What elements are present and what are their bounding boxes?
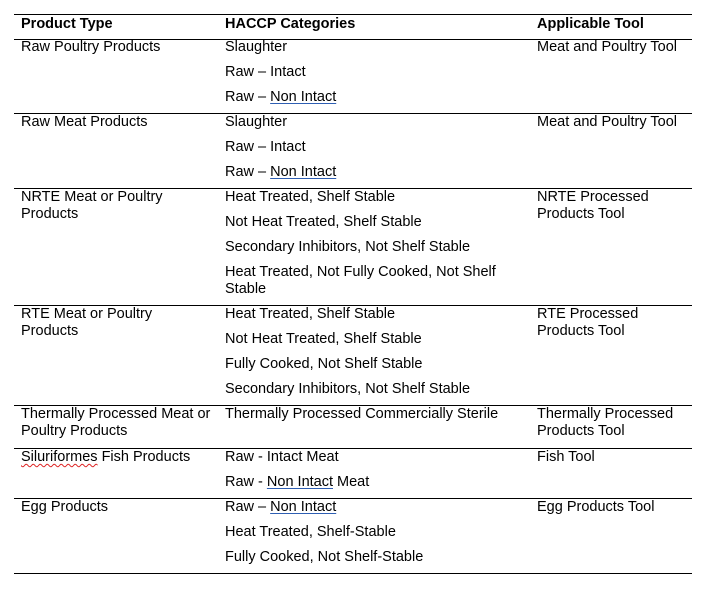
haccp-category: Raw – Intact — [225, 139, 306, 155]
table-row-siluriformes — [14, 448, 692, 499]
product-type-cell: NRTE Meat or Poultry Products — [21, 189, 163, 222]
table-row-nrte — [14, 188, 692, 306]
table-header-row — [14, 14, 692, 40]
product-type-cell: Egg Products — [21, 499, 109, 515]
product-type-cell: RTE Meat or Poultry Products — [21, 306, 153, 339]
product-type-cell: Raw Meat Products — [21, 114, 148, 130]
header-haccp-categories: HACCP Categories — [225, 16, 356, 32]
applicable-tool-cell: NRTE Processed Products Tool — [537, 189, 649, 222]
category-prefix: Raw - — [225, 474, 267, 490]
haccp-category — [225, 499, 525, 516]
haccp-category: Thermally Processed Commercially Sterile — [225, 406, 499, 422]
haccp-category: Fully Cooked, Not Shelf Stable — [225, 356, 423, 372]
applicable-tool-cell: Meat and Poultry Tool — [537, 39, 677, 55]
haccp-categories-cell — [225, 499, 525, 574]
haccp-categories-cell — [225, 449, 525, 499]
applicable-tool-cell: Meat and Poultry Tool — [537, 114, 677, 130]
header-product-type: Product Type — [21, 16, 113, 32]
category-prefix: Raw – — [225, 164, 271, 180]
haccp-category: Secondary Inhibitors, Not Shelf Stable — [225, 239, 471, 255]
haccp-category: Raw – Intact — [225, 64, 306, 80]
product-type-cell: Thermally Processed Meat or Poultry Products — [21, 406, 211, 439]
haccp-category: Not Heat Treated, Shelf Stable — [225, 214, 422, 230]
non-intact-link[interactable]: Non Intact — [266, 474, 333, 490]
haccp-category: Raw - Intact Meat — [225, 449, 339, 465]
table-row-rte — [14, 305, 692, 406]
haccp-category: Slaughter — [225, 114, 288, 130]
haccp-category: Heat Treated, Shelf Stable — [225, 189, 396, 205]
haccp-category: Slaughter — [225, 39, 288, 55]
haccp-categories-cell — [225, 406, 525, 431]
table-row-raw-meat — [14, 113, 692, 189]
category-prefix: Raw – — [225, 499, 271, 515]
applicable-tool-cell: Egg Products Tool — [537, 499, 655, 515]
haccp-category: Fully Cooked, Not Shelf-Stable — [225, 549, 424, 565]
table-row-egg — [14, 498, 692, 574]
non-intact-link[interactable]: Non Intact — [270, 89, 337, 105]
haccp-categories-cell — [225, 114, 525, 189]
haccp-category: Heat Treated, Shelf-Stable — [225, 524, 396, 540]
haccp-categories-cell — [225, 39, 525, 114]
non-intact-link[interactable]: Non Intact — [270, 164, 337, 180]
haccp-category: Not Heat Treated, Shelf Stable — [225, 331, 422, 347]
applicable-tool-cell: RTE Processed Products Tool — [537, 306, 639, 339]
header-applicable-tool: Applicable Tool — [537, 16, 644, 32]
haccp-categories-cell — [225, 306, 525, 406]
category-suffix: Meat — [333, 474, 370, 490]
non-intact-link[interactable]: Non Intact — [270, 499, 337, 515]
haccp-category — [225, 89, 525, 106]
category-prefix: Raw – — [225, 89, 271, 105]
haccp-category — [225, 474, 525, 491]
haccp-categories-cell — [225, 189, 525, 306]
haccp-category: Heat Treated, Shelf Stable — [225, 306, 396, 322]
product-type-cell — [21, 449, 211, 466]
haccp-category: Heat Treated, Not Fully Cooked, Not Shelf Stable — [225, 264, 496, 297]
table-row-thermally-processed — [14, 405, 692, 449]
haccp-category — [225, 164, 525, 181]
table-row-raw-poultry — [14, 38, 692, 114]
applicable-tool-cell: Fish Tool — [537, 449, 595, 465]
haccp-category: Secondary Inhibitors, Not Shelf Stable — [225, 381, 471, 397]
spellcheck-word: Siluriformes — [21, 449, 98, 465]
product-type-rest: Fish Products — [97, 449, 191, 465]
product-type-cell: Raw Poultry Products — [21, 39, 161, 55]
applicable-tool-cell: Thermally Processed Products Tool — [537, 406, 674, 439]
